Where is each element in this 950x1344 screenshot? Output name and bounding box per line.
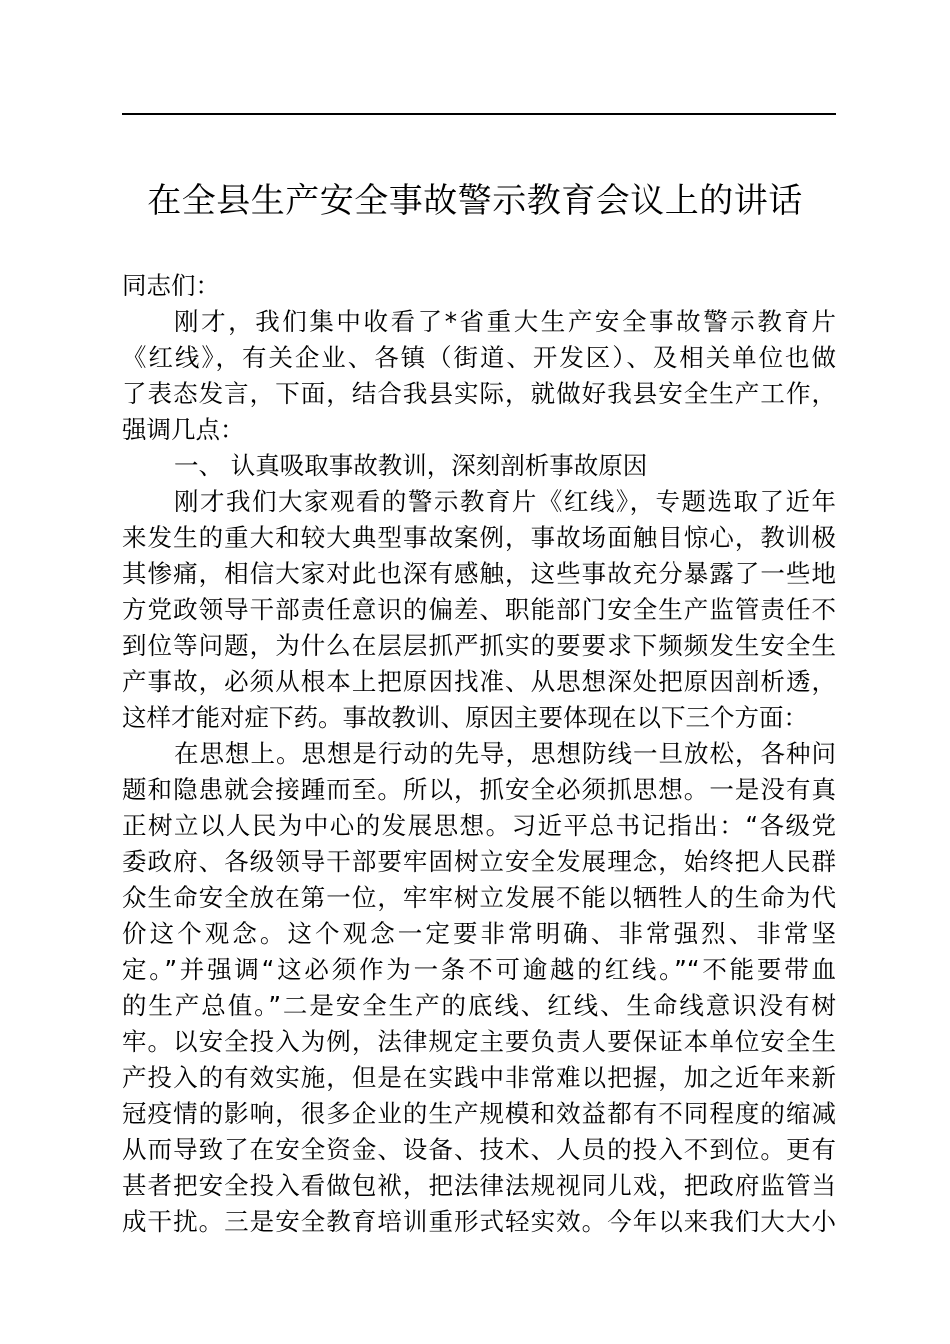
text-line: 众生命安全放在第一位，牢牢树立发展不能以牺牲人的生命为代 <box>122 883 836 912</box>
text-line: 题和隐患就会接踵而至。所以，抓安全必须抓思想。一是没有真 <box>122 775 836 804</box>
text-line: 其惨痛，相信大家对此也深有感触，这些事故充分暴露了一些地 <box>122 559 836 588</box>
text-line: 从而导致了在安全资金、设备、技术、人员的投入不到位。更有 <box>122 1135 836 1164</box>
text-line: 成干扰。三是安全教育培训重形式轻实效。今年以来我们大大小 <box>122 1207 836 1236</box>
text-line: 到位等问题，为什么在层层抓严抓实的要要求下频频发生安全生 <box>122 631 836 660</box>
text-line: 冠疫情的影响，很多企业的生产规模和效益都有不同程度的缩减 <box>122 1099 836 1128</box>
document-body <box>122 268 836 1240</box>
text-line: 了表态发言，下面，结合我县实际，就做好我县安全生产工作， <box>122 379 836 408</box>
text-line: 同志们： <box>122 271 220 300</box>
text-line: 这样才能对症下药。事故教训、原因主要体现在以下三个方面： <box>122 703 808 732</box>
text-line: 价这个观念。这个观念一定要非常明确、非常强烈、非常坚 <box>122 919 836 948</box>
text-line: 在思想上。思想是行动的先导，思想防线一旦放松，各种问 <box>174 739 836 768</box>
document-title: 在全县生产安全事故警示教育会议上的讲话 <box>147 181 803 221</box>
text-line: 定。”并强调“这必须作为一条不可逾越的红线。”“不能要带血 <box>122 955 836 984</box>
text-line: 方党政领导干部责任意识的偏差、职能部门安全生产监管责任不 <box>122 595 836 624</box>
text-line: 牢。以安全投入为例，法律规定主要负责人要保证本单位安全生 <box>122 1027 836 1056</box>
header-rule <box>122 113 836 115</box>
text-line: 《红线》，有关企业、各镇（街道、开发区）、及相关单位也做 <box>122 343 836 372</box>
text-line: 甚者把安全投入看做包袱，把法律法规视同儿戏，把政府监管当 <box>122 1171 836 1200</box>
text-line: 正树立以人民为中心的发展思想。习近平总书记指出：“各级党 <box>122 811 836 840</box>
text-line: 委政府、各级领导干部要牢固树立安全发展理念，始终把人民群 <box>122 847 836 876</box>
text-line: 产事故，必须从根本上把原因找准、从思想深处把原因剖析透， <box>122 667 836 696</box>
text-line: 来发生的重大和较大典型事故案例，事故场面触目惊心，教训极 <box>122 523 836 552</box>
text-line: 刚才我们大家观看的警示教育片《红线》，专题选取了近年 <box>174 487 836 516</box>
text-line: 一、 认真吸取事故教训，深刻剖析事故原因 <box>174 451 648 480</box>
text-line: 刚才，我们集中收看了*省重大生产安全事故警示教育片 <box>174 307 836 336</box>
text-line: 的生产总值。”二是安全生产的底线、红线、生命线意识没有树 <box>122 991 836 1020</box>
text-line: 产投入的有效实施，但是在实践中非常难以把握，加之近年来新 <box>122 1063 836 1092</box>
text-line: 强调几点： <box>122 415 245 444</box>
